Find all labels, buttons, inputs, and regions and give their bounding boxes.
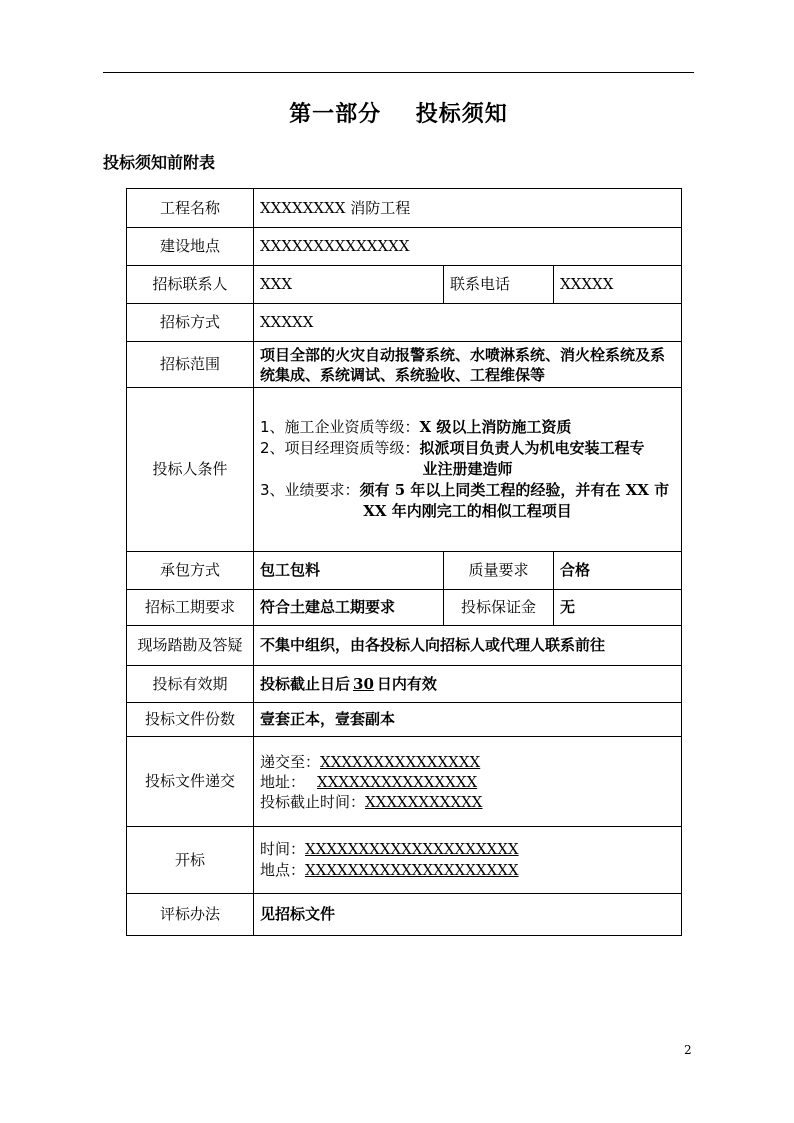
phone-label: 联系电话 [444,266,554,304]
period-value: 符合土建总工期要求 [254,590,444,626]
qualification-value [254,388,682,552]
project-name-value: XXXXXXXX 消防工程 [254,189,682,228]
contact-value: XXX [254,266,444,304]
table-row-period [127,590,682,626]
table-row-submission [127,737,682,827]
scope-value: 项目全部的火灾自动报警系统、水喷淋系统、消火栓系统及系统集成、系统调试、系统验收、工程维保等 [254,342,682,388]
location-value: XXXXXXXXXXXXXX [254,228,682,266]
header-rule [103,72,694,73]
submission-deadline: 投标截止时间：XXXXXXXXXXX [260,792,483,811]
opening-place: 地点：XXXXXXXXXXXXXXXXXXXX [260,861,519,879]
site-visit-value: 不集中组织，由各投标人向招标人或代理人联系前往 [254,626,682,666]
opening-time: 时间：XXXXXXXXXXXXXXXXXXXX [260,840,519,858]
table-row-method [127,304,682,342]
evaluation-label: 评标办法 [127,894,254,936]
submission-label: 投标文件递交 [127,737,254,827]
table-row-location [127,228,682,266]
qualification-line-1: 1、施工企业资质等级：X 级以上消防施工资质 [260,418,572,436]
qualification-line-3: 3、业绩要求：须有 5 年以上同类工程的经验，并有在 XX 市 [260,481,670,499]
qualification-label: 投标人条件 [127,388,254,552]
submission-to: 递交至：XXXXXXXXXXXXXXX [260,752,481,771]
validity-label: 投标有效期 [127,666,254,703]
quality-label: 质量要求 [444,552,554,590]
evaluation-value: 见招标文件 [254,894,682,936]
qualification-line-2: 2、项目经理资质等级：拟派项目负责人为机电安装工程专 [260,439,645,457]
table-row-contract [127,552,682,590]
method-value: XXXXX [254,304,682,342]
opening-value [254,827,682,894]
contract-label: 承包方式 [127,552,254,590]
opening-label: 开标 [127,827,254,894]
project-name-label: 工程名称 [127,189,254,228]
table-row-qualification [127,388,682,552]
table-row-scope [127,342,682,388]
copies-label: 投标文件份数 [127,703,254,737]
table-row-copies [127,703,682,737]
submission-value [254,737,682,827]
location-label: 建设地点 [127,228,254,266]
page-number: 2 [684,1043,692,1057]
submission-address: 地址： XXXXXXXXXXXXXXX [260,772,478,791]
contact-label: 招标联系人 [127,266,254,304]
bond-label: 投标保证金 [444,590,554,626]
table-row-contact [127,266,682,304]
bond-value: 无 [554,590,682,626]
table-row-opening [127,827,682,894]
table-row-validity [127,666,682,703]
scope-label: 招标范围 [127,342,254,388]
validity-value: 投标截止日后 30 日内有效 [254,666,682,703]
table-row-evaluation [127,894,682,936]
contract-value: 包工包料 [254,552,444,590]
method-label: 招标方式 [127,304,254,342]
qualification-line-3-cont: XX 年内刚完工的相似工程项目 [363,502,572,520]
qualification-line-2-cont: 业注册建造师 [422,460,513,478]
phone-value: XXXXX [554,266,682,304]
period-label: 招标工期要求 [127,590,254,626]
copies-value: 壹套正本，壹套副本 [254,703,682,737]
table-row-site-visit [127,626,682,666]
quality-value: 合格 [554,552,682,590]
table-row-project-name [127,189,682,228]
site-visit-label: 现场踏勘及答疑 [127,626,254,666]
section-subtitle: 投标须知前附表 [103,153,216,172]
page-title: 第一部分 投标须知 [289,101,508,127]
bid-info-table [126,188,682,936]
